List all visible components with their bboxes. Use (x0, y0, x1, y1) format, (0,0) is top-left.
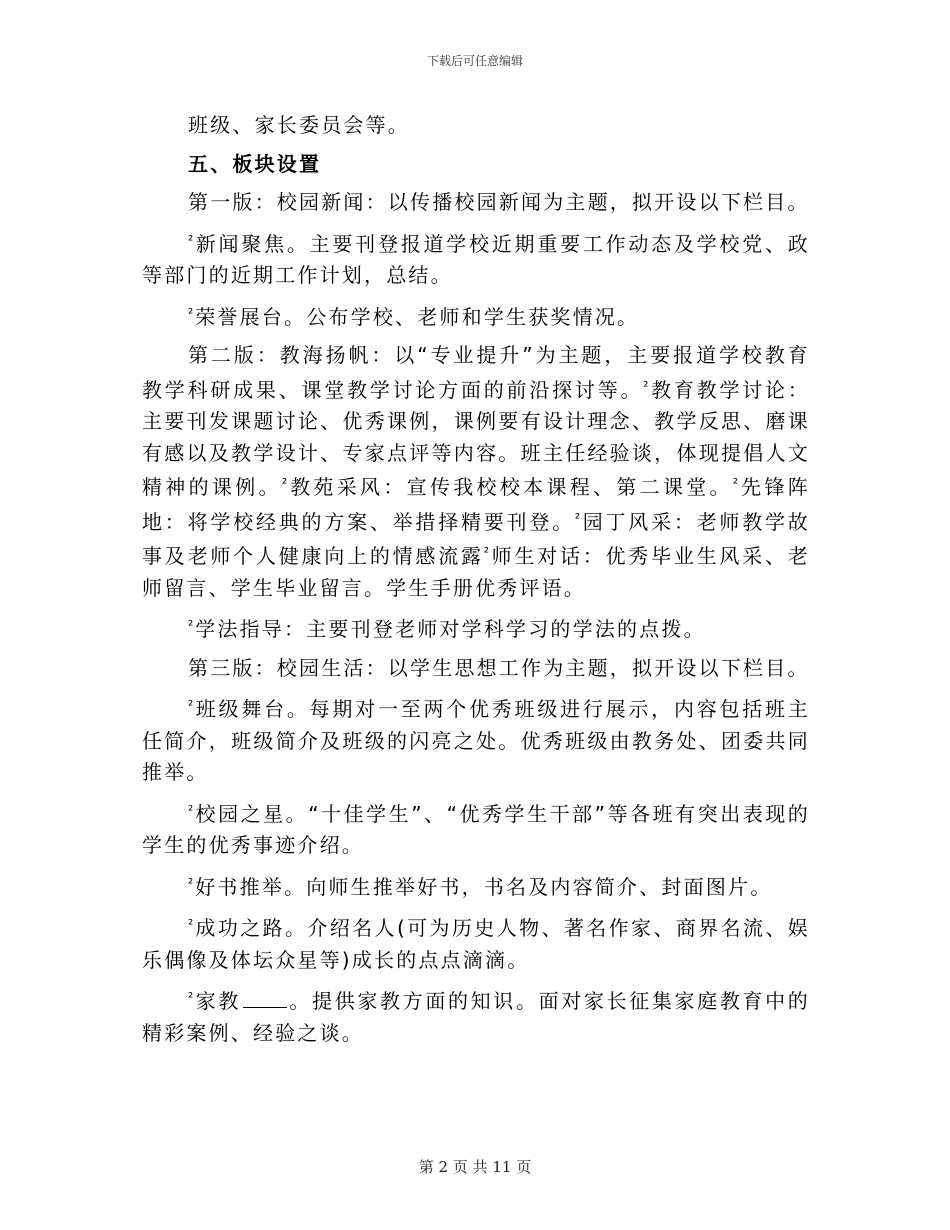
paragraph-study-guide (142, 611, 810, 646)
fill-in-blank (243, 991, 287, 1008)
bullet-mark: ² (483, 546, 489, 561)
bullet-mark: ² (188, 233, 194, 249)
paragraph-book-recommend (142, 869, 810, 904)
paragraph-text: 第二版：教海扬帆：以“专业提升”为主题，主要报道学校教育教学科研成果、课堂教学讨论方面的前沿探讨等。 (142, 343, 810, 402)
paragraph-honor-display (142, 299, 810, 334)
paragraph-text: 教苑采风：宣传我校校本课程、第二课堂。 (289, 475, 733, 499)
paragraph-text: 班级舞台。每期对一至两个优秀班级进行展示，内容包括班主任简介，班级简介及班级的闪亮之处。优秀班级由教务处、团委共同推举。 (142, 697, 810, 784)
paragraph-text: 师生对话：优秀毕业生风采、老师留言、学生毕业留言。学生手册优秀评语。 (142, 544, 810, 600)
paragraph-text: 荣誉展台。公布学校、老师和学生获奖情况。 (195, 304, 640, 329)
bullet-mark: ² (188, 918, 194, 933)
paragraph-class-stage (142, 691, 810, 789)
bullet-mark: ² (188, 699, 194, 714)
bullet-mark: ² (281, 477, 288, 492)
section-heading: 五、板块设置 (188, 151, 322, 176)
paragraph-text: 家教 (195, 989, 241, 1013)
paragraph-text: 教育教学讨论：主要刊发课题讨论、优秀课例，课例要有设计理念、教学反思、磨课有感以及教学设计、专家点评等内容。班主任经验谈，体现提倡人文精神的课例。 (142, 377, 810, 499)
paragraph-text: 先锋阵地：将学校经典的方案、举措择精要刊登。 (142, 475, 810, 534)
paragraph-text: 新闻聚焦。主要刊登报道学校近期重要工作动态及学校党、政等部门的近期工作计划，总结。 (142, 231, 810, 287)
paragraph-continuation: 班级、家长委员会等。 (188, 113, 410, 137)
bullet-mark: ² (188, 619, 194, 634)
paragraph-text: 学法指导：主要刊登老师对学科学习的学法的点拨。 (195, 617, 706, 641)
paragraph-text: 。提供家教方面的知识。面对家长征集家庭教育中的精彩案例、经验之谈。 (142, 989, 810, 1045)
bullet-mark: ² (732, 477, 739, 492)
document-body (142, 110, 810, 1049)
paragraph-text: 成功之路。介绍名人(可为历史人物、著名作家、商界名流、娱乐偶像及体坛众星等)成长的点点滴滴。 (142, 916, 810, 972)
paragraph-road-to-success (142, 910, 810, 976)
bullet-mark: ² (188, 306, 194, 322)
paragraph-edition-three: 第三版：校园生活：以学生思想工作为主题，拟开设以下栏目。 (188, 655, 810, 680)
paragraph-text: 校园之星。“十佳学生”、“优秀学生干部”等各班有突出表现的学生的优秀事迹介绍。 (142, 801, 810, 857)
bullet-mark: ² (188, 876, 194, 892)
bullet-mark: ² (188, 991, 194, 1006)
paragraph-edition-two (142, 340, 810, 604)
paragraph-text: 好书推举。向师生推举好书，书名及内容简介、封面图片。 (195, 874, 773, 899)
page-header: 下载后可任意编辑 (426, 54, 523, 68)
paragraph-campus-star (142, 796, 810, 862)
paragraph-edition-one: 第一版：校园新闻：以传播校园新闻为主题，拟开设以下栏目。 (188, 190, 810, 214)
paragraph-news-focus (142, 226, 810, 292)
bullet-mark: ² (574, 511, 581, 527)
paragraph-family-education (142, 983, 810, 1049)
bullet-mark: ² (643, 379, 649, 395)
bullet-mark: ² (188, 803, 194, 819)
page-number: 第 2 页 共 11 页 (418, 1158, 532, 1176)
paragraph-text: 园丁风采：老师教学故事及老师个人健康向上的情感流露 (142, 509, 810, 568)
